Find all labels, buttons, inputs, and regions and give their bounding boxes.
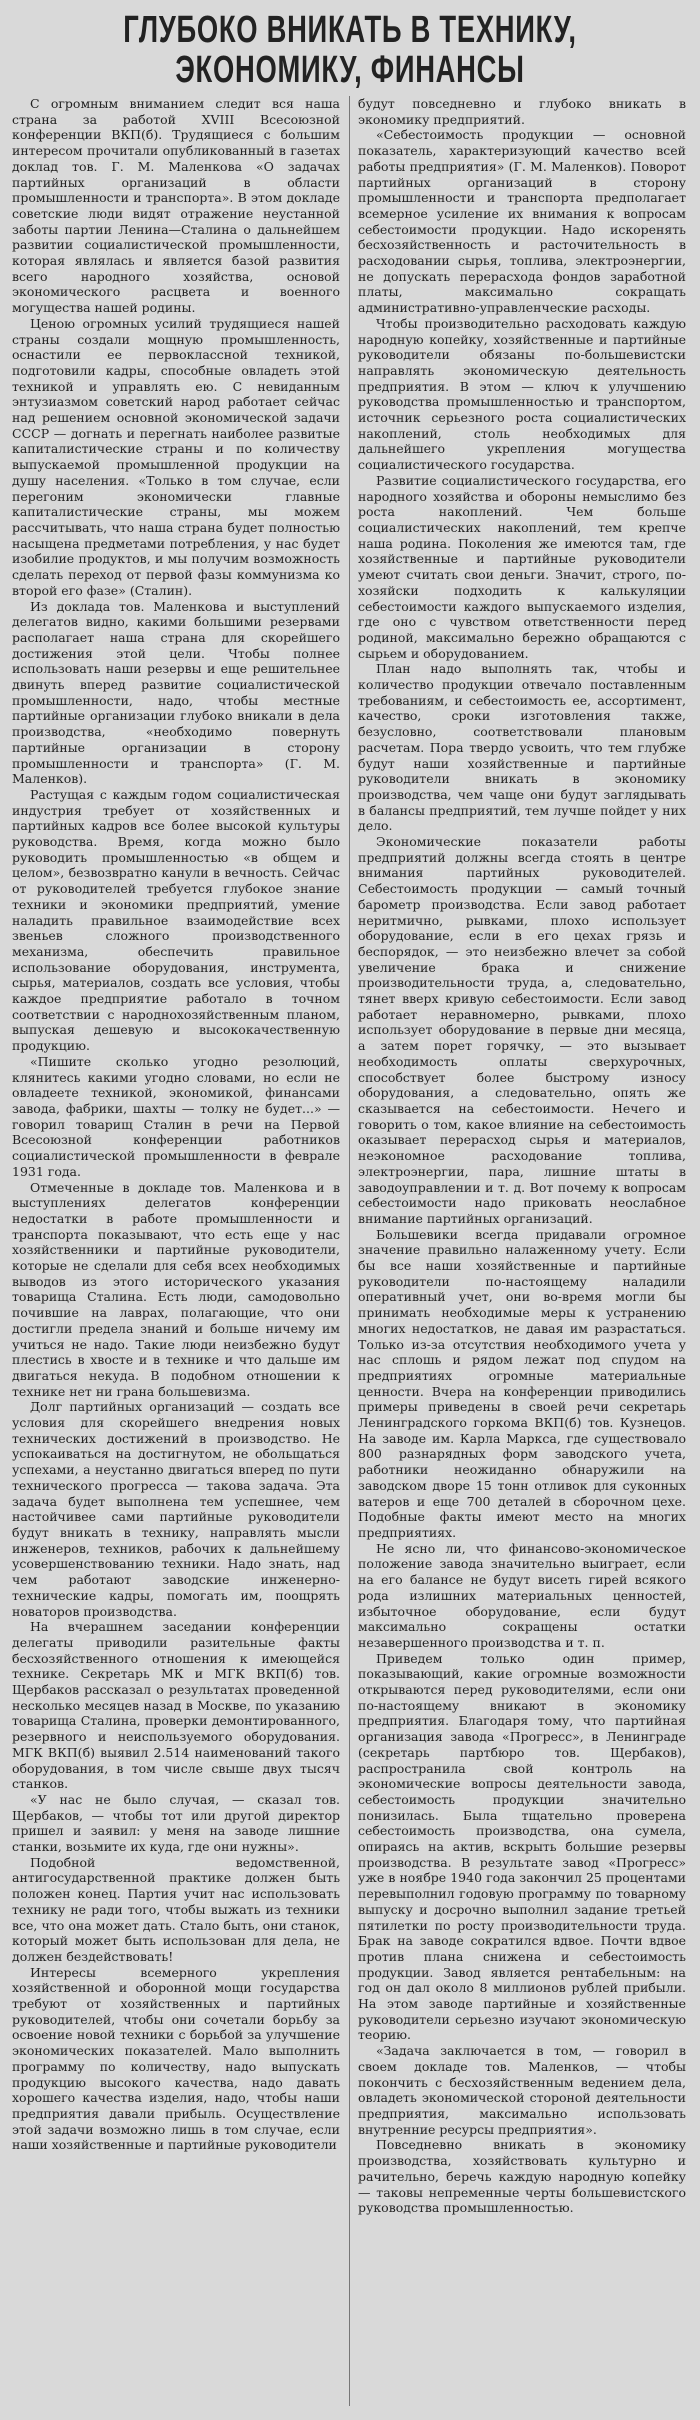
paragraph: Приведем только один пример, показывающий, какие огромные возможности открываются перед руководителями, если они по-настоящему вникают в экономику предприятия. Благодаря тому, что партийная организация завода «Прогресс», в Ленинграде (секретарь партбюро тов. Щербаков), распространила свой контроль на экономические вопросы деятельности завода, себестоимость продукции значительно понизилась. Была тщательно проверена себестоимость производства, она сумела, опираясь на актив, вскрыть большие резервы производства. В результате завод «Прогресс» уже в ноябре 1940 года закончил 25 процентами перевыполнил годовую программу по товарному выпуску и досрочно выполнил задание третьей пятилетки по росту производительности труда. Брак на заводе сократился вдвое. Почти вдвое против плана снижена и себестоимость продукции. Завод является рентабельным: на год он дал около 8 миллионов рублей прибыли. На этом заводе партийные и хозяйственные руководители серьезно изучают экономическую теорию. [358, 1650, 686, 2043]
paragraph: Чтобы производительно расходовать каждую народную копейку, хозяйственные и партийные руководители обязаны по-большевистски направлять экономическую деятельность предприятия. В этом — ключ к улучшению руководства промышленностью и транспортом, источник серьезного роста социалистических накоплений, столь необходимых для дальнейшего укрепления могущества социалистического государства. [358, 315, 686, 473]
column-divider [349, 96, 350, 2406]
paragraph: «Себестоимость продукции — основной показатель, характеризующий качество всей работы предприятия» (Г. М. Маленков). Поворот партийных организаций в сторону промышленности и транспорта предполагает всемерное усиление их внимания к вопросам себестоимости продукции. Надо искоренять бесхозяйственность и расточительность в расходовании сырья, топлива, электроэнергии, не допускать перерасхода фондов заработной платы, максимально сокращать административно-управленческие расходы. [358, 127, 686, 316]
headline [98, 10, 602, 90]
paragraph: Интересы всемерного укрепления хозяйственной и оборонной мощи государства требуют от хозяйственных и партийных руководителей, чтобы они сочетали борьбу за освоение новой техники с борьбой за улучшение экономических показателей. Мало выполнить программу по количеству, надо выпускать продукцию высокого качества, надо давать хорошего качества изделия, надо, чтобы наши предприятия давали прибыль. Осуществление этой задачи возможно лишь в том случае, если наши хозяйственные и партийные руководители [12, 1964, 340, 2153]
paragraph: Из доклада тов. Маленкова и выступлений делегатов видно, какими большими резервами располагает наша страна для скорейшего достижения этой цели. Чтобы полнее использовать наши резервы и еще решительнее двинуть вперед развитие социалистической промышленности, надо, чтобы местные партийные организации глубоко вникали в дела производства, «необходимо повернуть партийные организации в сторону промышленности и транспорта» (Г. М. Маленков). [12, 598, 340, 787]
paragraph: Экономические показатели работы предприятий должны всегда стоять в центре внимания партийных руководителей. Себестоимость продукции — самый точный барометр производства. Если завод работает неритмично, рывками, плохо использует оборудование, если в его цехах грязь и беспорядок, — это неизбежно влечет за собой увеличение брака и снижение производительности труда, а, следовательно, тянет вверх кривую себестоимости. Если завод работает неравномерно, рывками, плохо использует оборудование в первые дни месяца, а затем порет горячку, — это вызывает необходимость оплаты сверхурочных, способствует более быстрому износу оборудования, а следовательно, опять же сказывается на себестоимости. Нечего и говорить о том, какое влияние на себестоимость оказывает перерасход сырья и материалов, неэкономное расходование топлива, электроэнергии, пара, лишние штаты в заводоуправлении и т. д. Вот почему к вопросам себестоимости надо приковать неослабное внимание партийных организаций. [358, 834, 686, 1226]
paragraph-continued: будут повседневно и глубоко вникать в экономику предприятий. [358, 96, 686, 127]
right-column [358, 96, 686, 2216]
paragraph: Не ясно ли, что финансово-экономическое положение завода значительно выиграет, если на его балансе не будут висеть гирей всякого рода излишних материальных ценностей, избыточное оборудование, если будут максимально сокращены остатки незавершенного производства и т. п. [358, 1540, 686, 1650]
paragraph: «Задача заключается в том, — говорил в своем докладе тов. Маленков, — чтобы покончить с бесхозяйственным ведением дела, овладеть экономической стороной деятельности предприятия, максимально использовать внутренние ресурсы предприятия». [358, 2043, 686, 2137]
paragraph: Большевики всегда придавали огромное значение правильно налаженному учету. Если бы все наши хозяйственные и партийные руководители по-настоящему наладили оперативный учет, они во-время могли бы принимать необходимые меры к устранению многих недостатков, не давая им разрастаться. Только из-за отсутствия необходимого учета у нас сплошь и рядом лежат под спудом на предприятиях огромные материальные ценности. Вчера на конференции приводились примеры приведены в своей речи секретарь Ленинградского горкома ВКП(б) тов. Кузнецов. На заводе им. Карла Маркса, где существовало 800 разнарядных форм заводского учета, работники неожиданно обнаружили на заводском дворе 15 тонн отливок для суконных ватеров и еще 700 деталей в сборочном цехе. Подобные факты имеют место на многих предприятиях. [358, 1226, 686, 1540]
headline-line-1: ГЛУБОКО ВНИКАТЬ В ТЕХНИКУ, [123, 9, 577, 51]
paragraph: Отмеченные в докладе тов. Маленкова и в выступлениях делегатов конференции недостатки в работе промышленности и транспорта показывают, что есть еще у нас хозяйственники и партийные руководители, которые не сделали для себя всех необходимых выводов из этого исторического указания товарища Сталина. Есть люди, самодовольно почившие на лаврах, полагающие, что они достигли предела знаний и больше ничему им учиться не надо. Такие люди неизбежно будут плестись в хвосте и в технике и что дальше им двигаться некуда. В подобном отношении к технике нет ни грана большевизма. [12, 1179, 340, 1399]
paragraph: «У нас не было случая, — сказал тов. Щербаков, — чтобы тот или другой директор пришел и заявил: у меня на заводе лишние станки, возьмите их куда, где они нужны». [12, 1791, 340, 1855]
paragraph: На вчерашнем заседании конференции делегаты приводили разительные факты бесхозяйственного отношения к имеющейся технике. Секретарь МК и МГК ВКП(б) тов. Щербаков рассказал о результатах проведенной несколько месяцев назад в Москве, по указанию товарища Сталина, проверки демонтированного, резервного и неиспользуемого оборудования. МГК ВКП(б) выявил 2.514 наименований такого оборудования, в том числе свыше двух тысяч станков. [12, 1619, 340, 1792]
paragraph: С огромным вниманием следит вся наша страна за работой XVIII Всесоюзной конференции ВКП(б). Трудящиеся с большим интересом прочитали опубликованный в газетах доклад тов. Г. М. Маленкова «О задачах партийных организаций в области промышленности и транспорта». В этом докладе советские люди видят отражение неустанной заботы партии Ленина—Сталина о дальнейшем развитии социалистической промышленности, которая являлась и является базой развития всего народного хозяйства, основой экономического расцвета и военного могущества нашей родины. [12, 96, 340, 316]
paragraph: Растущая с каждым годом социалистическая индустрия требует от хозяйственных и партийных кадров все более высокой культуры руководства. Время, когда можно было руководить промышленностью «в общем и целом», безвозвратно канули в вечность. Сейчас от руководителей требуется глубокое знание техники и экономики предприятий, умение наладить правильное взаимодействие всех звеньев сложного производственного механизма, обеспечить правильное использование оборудования, инструмента, сырья, материалов, создать все условия, чтобы каждое предприятие работало в точном соответствии с народнохозяйственным планом, выпуская дешевую и высококачественную продукцию. [12, 786, 340, 1054]
paragraph: Ценою огромных усилий трудящиеся нашей страны создали мощную промышленность, оснастили ее первоклассной техникой, подготовили кадры, способные овладеть этой техникой и управлять ею. С невиданным энтузиазмом советский народ работает сейчас над решением основной экономической задачи СССР — догнать и перегнать наиболее развитые капиталистические страны и по количеству выпускаемой промышленной продукции на душу населения. «Только в том случае, если перегоним экономически главные капиталистические страны, мы можем рассчитывать, что наша страна будет полностью насыщена предметами потребления, у нас будет изобилие продуктов, и мы получим возможность сделать переход от первой фазы коммунизма ко второй его фазе» (Сталин). [12, 315, 340, 598]
paragraph: Подобной ведомственной, антигосударственной практике должен быть положен конец. Партия учит нас использовать технику не ради того, чтобы выжать из техники все, что она может дать. Стало быть, они станок, который может быть использован для дела, не должен бездействовать! [12, 1854, 340, 1964]
headline-line-2: ЭКОНОМИКУ, ФИНАНСЫ [175, 49, 525, 91]
left-column [12, 96, 340, 2153]
paragraph: План надо выполнять так, чтобы и количество продукции отвечало поставленным требованиям, и себестоимость ее, ассортимент, качество, сроки изготовления также, безусловно, соответствовали плановым расчетам. Пора твердо усвоить, что тем глубже будут наши хозяйственные и партийные руководители вникать в экономику производства, чем чаще они будут заглядывать в балансы предприятий, тем лучше пойдет у них дело. [358, 661, 686, 834]
paragraph: Развитие социалистического государства, его народного хозяйства и обороны немыслимо без роста накоплений. Чем больше социалистических накоплений, тем крепче наша родина. Поколения же имеются там, где хозяйственные и партийные руководители умеют считать свои деньги. Значит, строго, по-хозяйски подходить к калькуляции себестоимости каждого выпускаемого изделия, где оно с чувством ответственности перед родиной, максимально бережно обращаются с сырьем и оборудованием. [358, 472, 686, 661]
paragraph: Повседневно вникать в экономику производства, хозяйствовать культурно и рачительно, беречь каждую народную копейку — таковы непременные черты большевистского руководства промышленностью. [358, 2137, 686, 2216]
paragraph: «Пишите сколько угодно резолюций, клянитесь какими угодно словами, но если не овладеете техникой, экономикой, финансами завода, фабрики, шахты — толку не будет...» — говорил товарищ Сталин в речи на Первой Всесоюзной конференции работников социалистической промышленности в феврале 1931 года. [12, 1053, 340, 1179]
paragraph: Долг партийных организаций — создать все условия для скорейшего внедрения новых технических достижений в производство. Не успокаиваться на достигнутом, не обольщаться успехами, а неустанно двигаться вперед по пути технического прогресса — такова задача. Эта задача будет выполнена тем успешнее, чем настойчивее сами партийные руководители будут вникать в технику, направлять мысли инженеров, техников, рабочих к дальнейшему усовершенствованию техники. Надо знать, над чем работают заводские инженерно-технические кадры, помогать им, поощрять новаторов производства. [12, 1399, 340, 1619]
